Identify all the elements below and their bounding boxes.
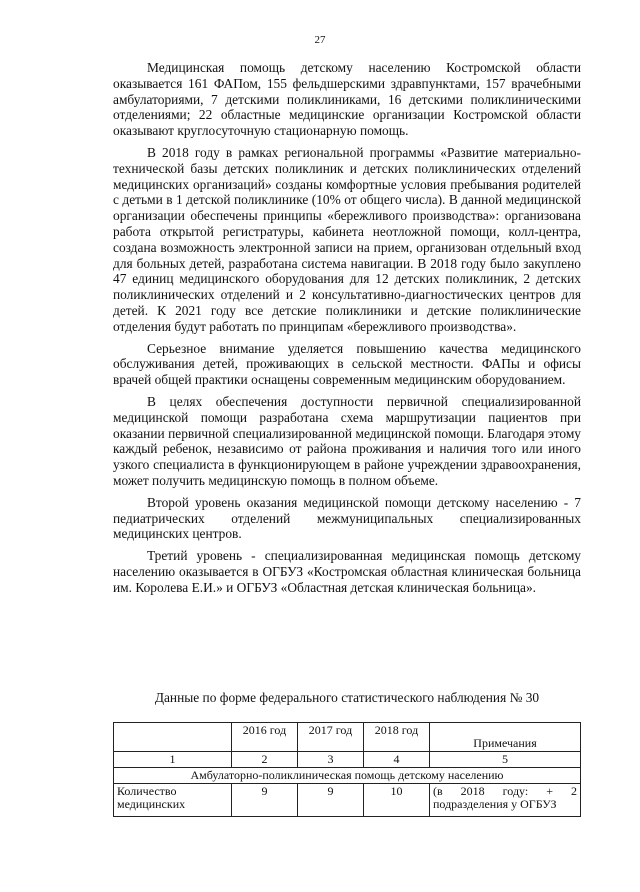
table-cell: 9 [298, 784, 364, 817]
paragraph: Медицинская помощь детскому населению Костромской области оказывается 161 ФАПом, 155 фельдшерскими здравпунктами, 157 врачебными амбулаториями, 7 детскими поликлиниками, 16 детскими поликлиническими отделениями; 22 областные медицинские организации Костромской области оказывают круглосуточную стационарную помощь. [113, 60, 581, 139]
table-note-cell: (в 2018 году: + 2 подразделения у ОГБУЗ [430, 784, 581, 817]
table-header-cell: 2018 год [364, 723, 430, 752]
table-number-cell: 5 [430, 752, 581, 768]
table-cell: 9 [232, 784, 298, 817]
table-section-row [114, 768, 581, 784]
table-cell: 10 [364, 784, 430, 817]
table-numbering-row [114, 752, 581, 768]
paragraph: В целях обеспечения доступности первичной специализированной медицинской помощи разработана схема маршрутизации пациентов при оказании первичной специализированной медицинской помощи. Благодаря этому каждый ребенок, независимо от района проживания и наличия того или иного узкого специалиста в функционирующем в районе учреждении здравоохранения, может получить медицинскую помощь в полном объеме. [113, 393, 581, 488]
statistics-table [113, 722, 581, 817]
table-header-cell: 2017 год [298, 723, 364, 752]
table-header-cell: 2016 год [232, 723, 298, 752]
table-row-label: Количество медицинских [114, 784, 232, 817]
table-header-cell: Примечания [430, 723, 581, 752]
table-number-cell: 3 [298, 752, 364, 768]
paragraph: Второй уровень оказания медицинской помощи детскому населению - 7 педиатрических отделений межмуниципальных специализированных медицинских центров. [113, 494, 581, 542]
table-number-cell: 4 [364, 752, 430, 768]
table-section-title: Амбулаторно-поликлиническая помощь детскому населению [114, 768, 581, 784]
document-body [113, 60, 581, 596]
paragraph: Третий уровень - специализированная медицинская помощь детскому населению оказывается в ОГБУЗ «Костромская областная клиническая больница им. Королева Е.И.» и ОГБУЗ «Областная детская клиническая больница». [113, 548, 581, 595]
paragraph: Серьезное внимание уделяется повышению качества медицинского обслуживания детей, проживающих в сельской местности. ФАПы и офисы врачей общей практики оснащены современным медицинским оборудованием. [113, 340, 581, 388]
table-row [114, 784, 581, 817]
page-number: 27 [314, 34, 326, 46]
table-number-cell: 1 [114, 752, 232, 768]
table-header-row [114, 723, 581, 752]
table-header-cell [114, 723, 232, 752]
table-caption: Данные по форме федерального статистического наблюдения № 30 [154, 690, 540, 705]
table-number-cell: 2 [232, 752, 298, 768]
paragraph: В 2018 году в рамках региональной программы «Развитие материально-технической базы детских поликлиник и детских поликлинических отделений медицинских организаций» созданы комфортные условия пребывания родителей с детьми в 1 детской поликлинике (10% от общего числа). В данной медицинской организации обеспечены принципы «бережливого производства»: организована работа открытой регистратуры, кабинета неотложной помощи, колл-центра, создана возможность электронной записи на прием, организован отдельный вход для больных детей, разработана система навигации. В 2018 году было закуплено 47 единиц медицинского оборудования для 12 детских поликлиник, 2 детских поликлинических отделений и 2 консультативно-диагностических центров для детей. К 2021 году все детские поликлиники и детские поликлинические отделения будут работать по принципам «бережливого производства». [113, 144, 581, 334]
